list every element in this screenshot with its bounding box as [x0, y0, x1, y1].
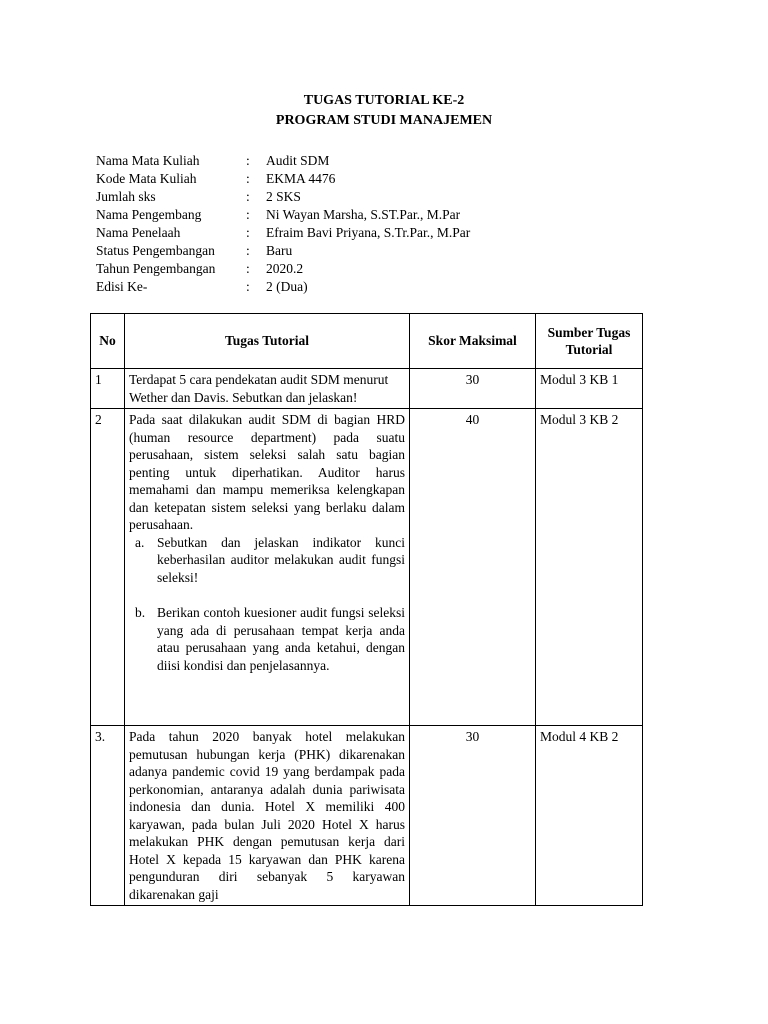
info-colon: : — [246, 153, 250, 168]
table-row — [91, 369, 643, 409]
info-row — [96, 188, 470, 206]
header-source: Sumber Tugas Tutorial — [536, 314, 643, 369]
row-source: Modul 4 KB 2 — [536, 726, 643, 906]
info-row — [96, 206, 470, 224]
row-task: Pada saat dilakukan audit SDM di bagian HRD (human resource department) pada suatu perusahaan, sistem seleksi salah satu bagian penting untuk diperhatikan. Auditor harus memahami dan mampu memeriksa kelengkapan dan ketepatan sistem seleksi yang berlaku dalam perusahaan. — [129, 412, 405, 532]
info-colon: : — [246, 261, 250, 276]
header-task: Tugas Tutorial — [125, 314, 410, 369]
info-label: Nama Penelaah — [96, 225, 181, 240]
info-colon: : — [246, 207, 250, 222]
table-row — [91, 409, 643, 726]
info-value: Baru — [266, 243, 293, 258]
sub-question-text: Berikan contoh kuesioner audit fungsi seleksi yang ada di perusahaan tempat kerja anda atau perusahaan yang anda ketahui, dengan diisi kondisi dan penjelasannya. — [157, 605, 405, 673]
info-row — [96, 224, 470, 242]
info-value: 2 (Dua) — [266, 279, 308, 294]
info-value: 2 SKS — [266, 189, 301, 204]
sub-question-b — [135, 604, 405, 674]
info-value: EKMA 4476 — [266, 171, 336, 186]
info-row — [96, 170, 470, 188]
header-no: No — [91, 314, 125, 369]
info-row — [96, 278, 470, 296]
row-source: Modul 3 KB 1 — [536, 369, 643, 409]
row-task: Terdapat 5 cara pendekatan audit SDM menurut Wether dan Davis. Sebutkan dan jelaskan! — [125, 369, 410, 409]
info-label: Kode Mata Kuliah — [96, 171, 197, 186]
row-score: 30 — [410, 369, 536, 409]
info-colon: : — [246, 189, 250, 204]
table-header-row — [91, 314, 643, 369]
row-task-cell — [125, 409, 410, 726]
info-colon: : — [246, 279, 250, 294]
table-row — [91, 726, 643, 906]
tutorial-task-table — [90, 313, 643, 906]
info-colon: : — [246, 225, 250, 240]
info-label: Nama Pengembang — [96, 207, 202, 222]
sub-question-label: b. — [135, 605, 146, 620]
course-info-table — [96, 152, 470, 296]
info-value: Ni Wayan Marsha, S.ST.Par., M.Par — [266, 207, 461, 222]
row-no: 1 — [91, 369, 125, 409]
info-value: Efraim Bavi Priyana, S.Tr.Par., M.Par — [266, 225, 471, 240]
spacer — [129, 586, 405, 604]
row-no: 3. — [91, 726, 125, 906]
row-score: 40 — [410, 409, 536, 726]
info-label: Nama Mata Kuliah — [96, 153, 200, 168]
row-no: 2 — [91, 409, 125, 726]
info-row — [96, 260, 470, 278]
info-label: Tahun Pengembangan — [96, 261, 216, 276]
program-title: PROGRAM STUDI MANAJEMEN — [275, 113, 493, 128]
info-colon: : — [246, 243, 250, 258]
info-label: Jumlah sks — [96, 189, 156, 204]
info-value: Audit SDM — [266, 153, 330, 168]
sub-question-a — [135, 534, 405, 587]
header-score: Skor Maksimal — [410, 314, 536, 369]
row-task: Pada tahun 2020 banyak hotel melakukan pemutusan hubungan kerja (PHK) dikarenakan adanya pandemic covid 19 yang berdampak pada perkonomian, antaranya adalah dunia pariwisata indonesia dan dunia. Hotel X memiliki 400 karyawan, pada bulan Juli 2020 Hotel X harus melakukan PHK dengan pemutusan kerja dari Hotel X kepada 15 karyawan dan PHK karena pengunduran diri sebanyak 5 karyawan dikarenakan gaji — [125, 726, 410, 906]
document-title: TUGAS TUTORIAL KE-2 — [303, 93, 465, 108]
info-colon: : — [246, 171, 250, 186]
info-row — [96, 152, 470, 170]
info-label: Status Pengembangan — [96, 243, 215, 258]
info-row — [96, 242, 470, 260]
row-score: 30 — [410, 726, 536, 906]
sub-question-label: a. — [135, 534, 145, 550]
row-source: Modul 3 KB 2 — [536, 409, 643, 726]
sub-question-text: Sebutkan dan jelaskan indikator kunci keberhasilan auditor melakukan audit fungsi seleksi! — [157, 534, 405, 585]
info-value: 2020.2 — [266, 261, 304, 276]
info-label: Edisi Ke- — [96, 279, 148, 294]
